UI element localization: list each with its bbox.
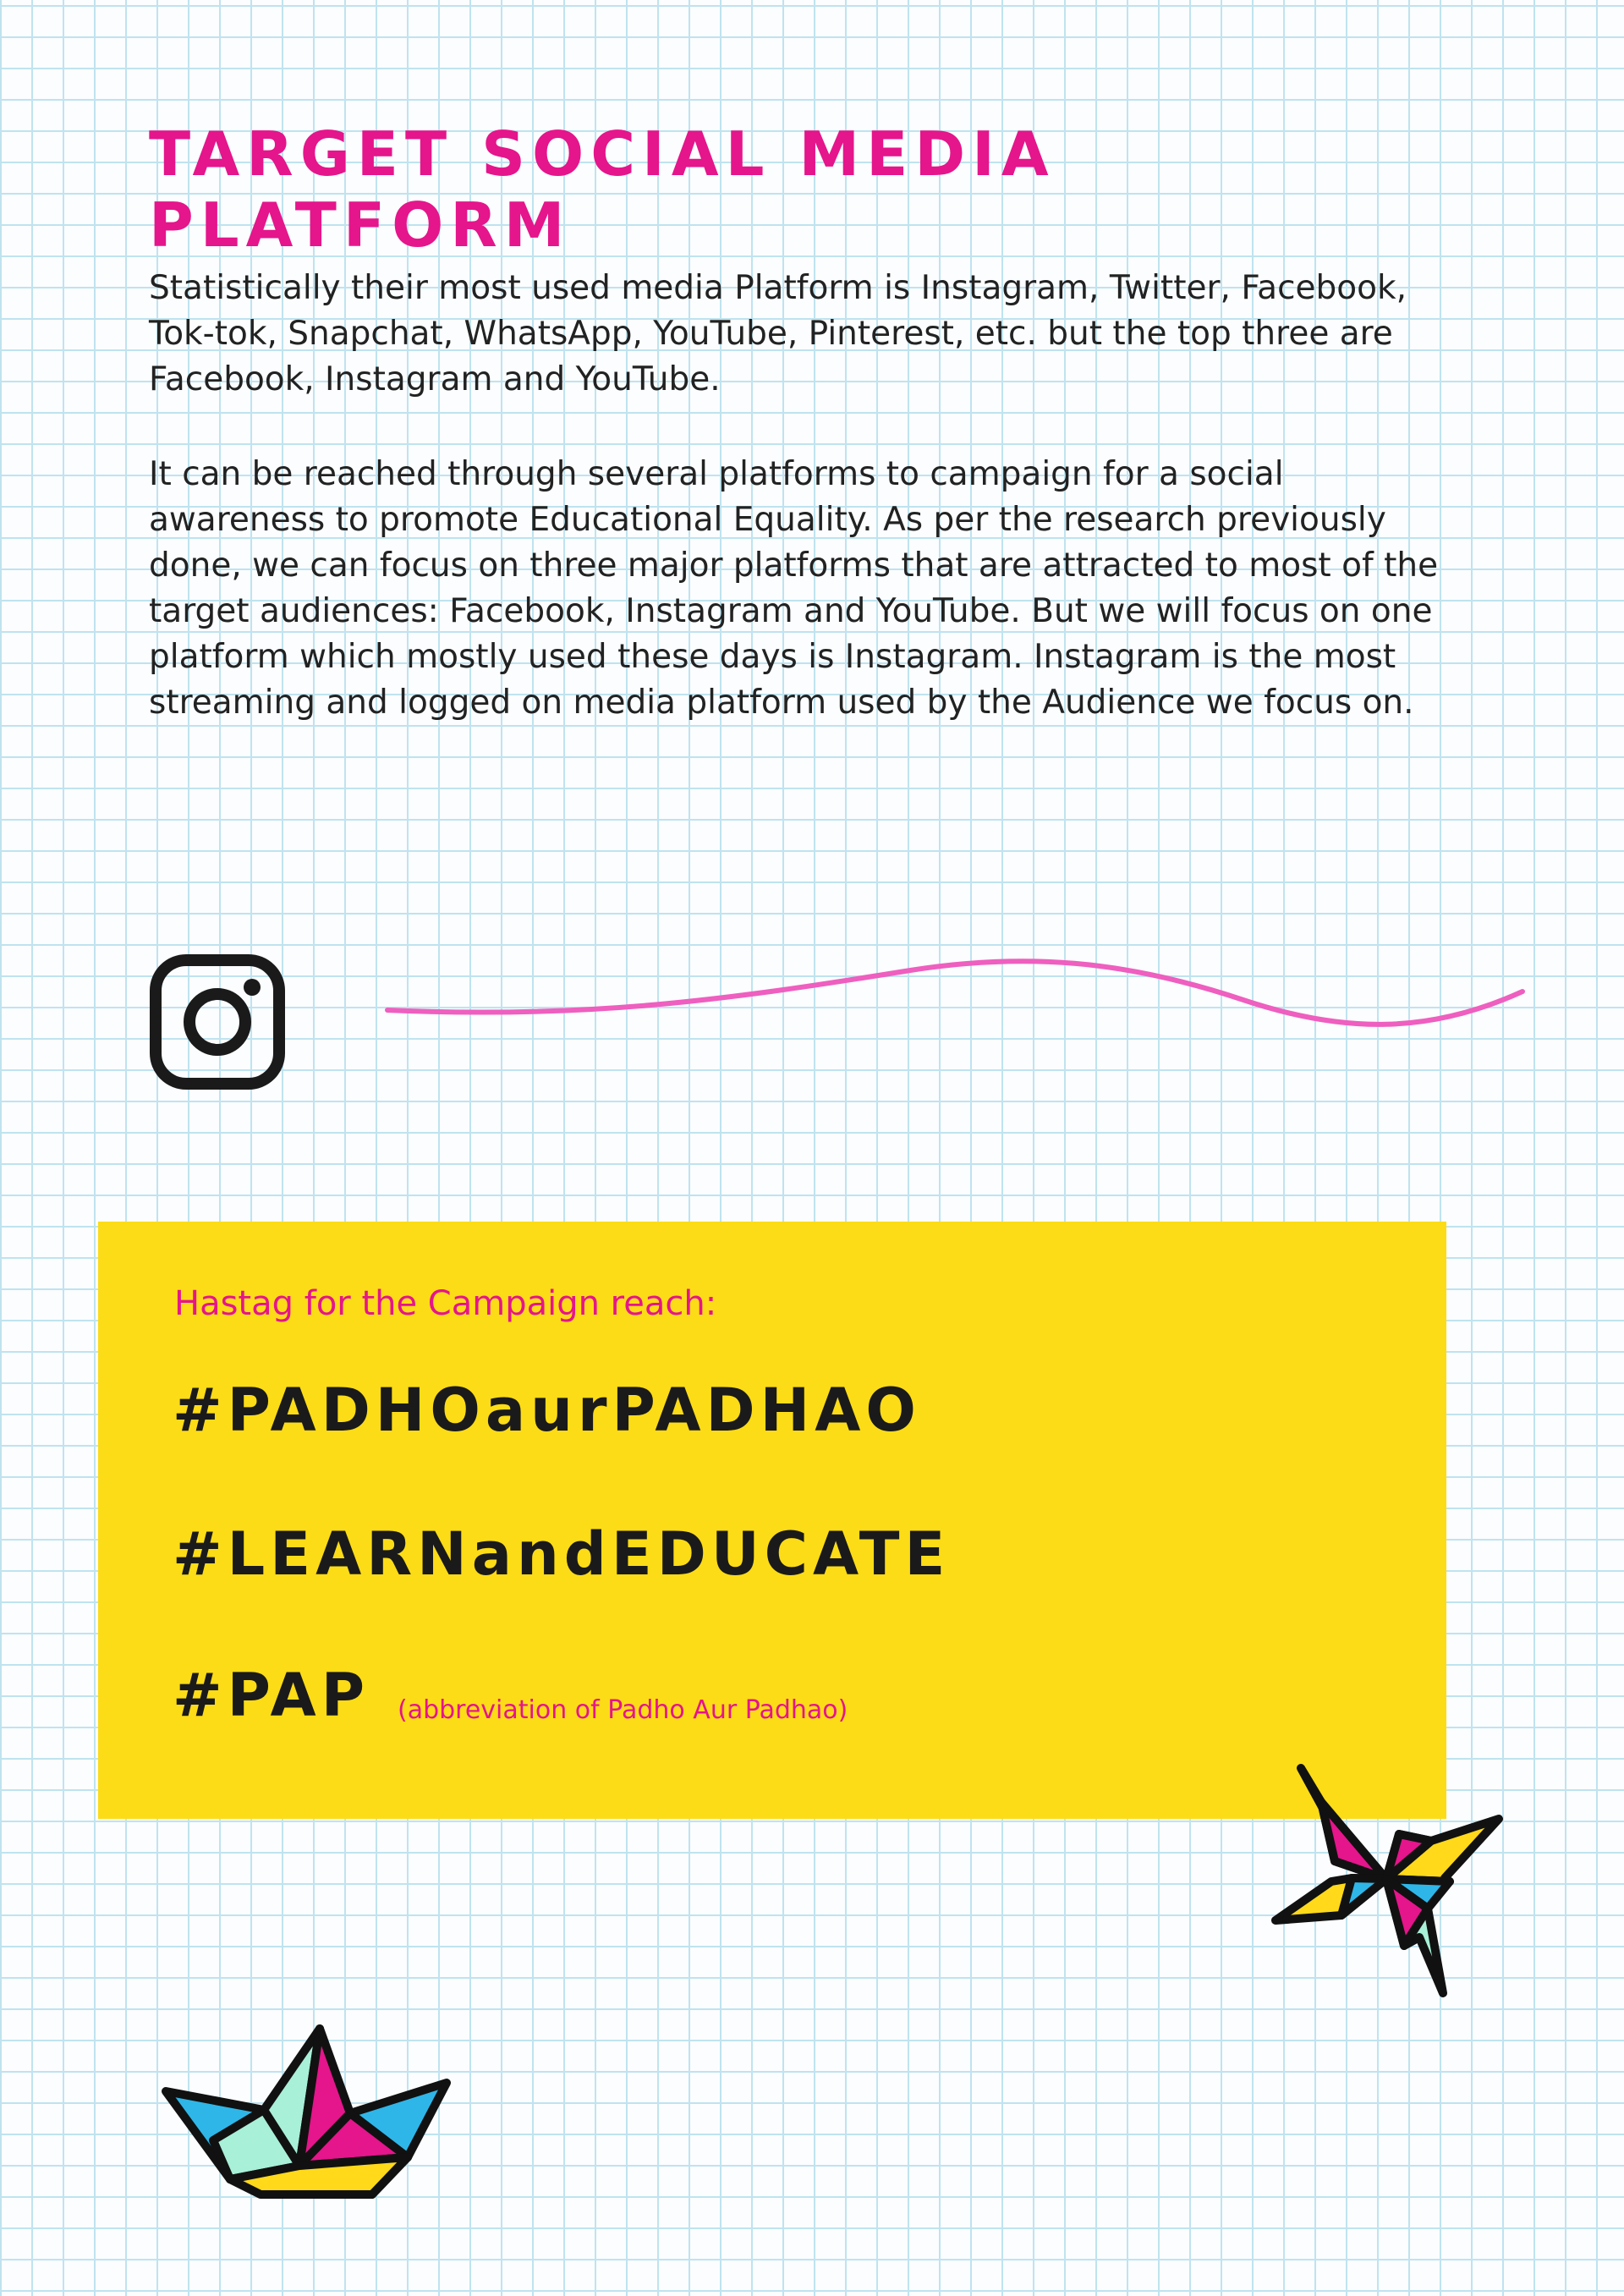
page-title: TARGET SOCIAL MEDIA PLATFORM [149,118,1056,261]
hashtag-pap: #PAP [173,1661,370,1730]
platform-paragraph: It can be reached through several platforms to campaign for a social awareness to promote Educational Equality. As per the research previously done, we can focus on three major platforms that are attracted to most of the target audiences: Facebook, Instagram and YouTube. But we will focus on one platform which mostly used these days is Instagram. Instagram is the most streaming and logged on media platform used by the Audience we focus on. [149,455,1439,722]
wave-line [381,939,1531,1074]
instagram-icon [147,952,288,1092]
intro-paragraph: Statistically their most used media Platform is Instagram, Twitter, Facebook, Tok-tok, Snapchat, WhatsApp, YouTube, Pinterest, etc. but the top three are Facebook, Instagram and YouTube. [149,269,1407,398]
paper-boat-icon [154,2013,458,2208]
hashtag-learn-and-educate: #LEARNandEDUCATE [173,1519,951,1589]
pap-abbreviation-note: (abbreviation of Padho Aur Padhao) [398,1695,848,1725]
hashtag-padho-aur-padhao: #PADHOaurPADHAO [173,1376,921,1445]
hashtag-box-label: Hastag for the Campaign reach: [174,1284,717,1323]
pinwheel-icon [1250,1743,1522,2015]
